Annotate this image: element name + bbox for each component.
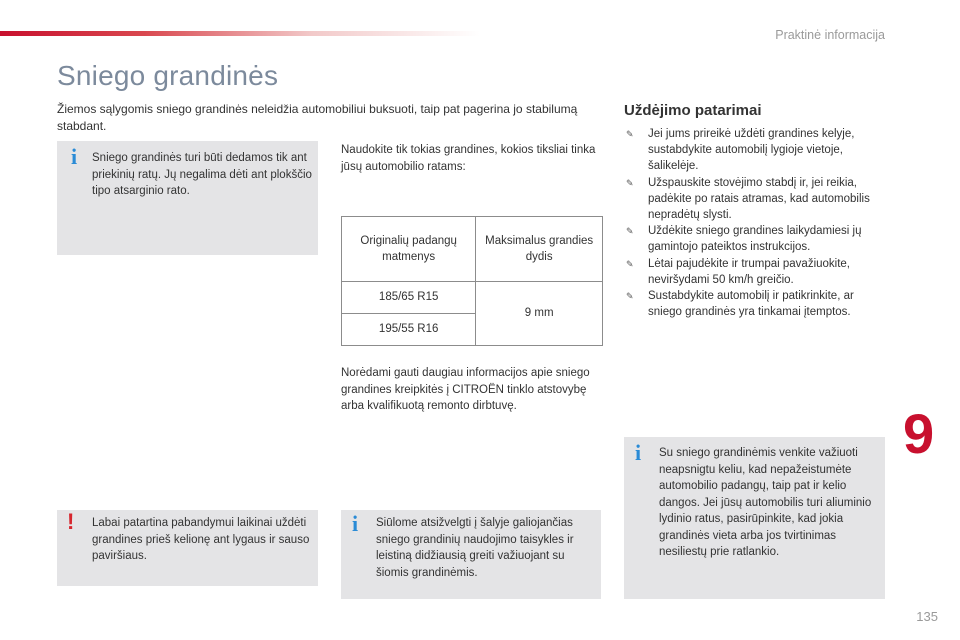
table-cell-tire: 195/55 R16: [342, 314, 476, 346]
table-cell-max-link: 9 mm: [476, 282, 603, 346]
info-icon: i: [352, 511, 359, 536]
tire-chain-table: [341, 216, 603, 346]
tip-text: Užspauskite stovėjimo stabdį ir, jei reikia, padėkite po ratais atramas, kad automobilis nepradėtų slysti.: [648, 176, 870, 222]
list-item: [624, 223, 886, 255]
page-number: 135: [916, 609, 938, 624]
more-info-paragraph: Norėdami gauti daugiau informacijos apie sniego grandines kreipkitės į CITROËN tinklo atstovybę arba kvalifikuotą remonto dirbtuvę.: [341, 367, 590, 412]
note-legislation: [341, 510, 601, 599]
intro-paragraph: Žiemos sąlygomis sniego grandinės neleidžia automobiliui buksuoti, taip pat pagerina jo stabilumą stabdant.: [57, 102, 578, 133]
pencil-bullet-icon: ✎: [626, 129, 634, 139]
note-mounting: [57, 141, 318, 255]
section-title: Praktinė informacija: [775, 28, 885, 42]
warning-icon: !: [67, 509, 75, 534]
pencil-bullet-icon: ✎: [626, 177, 634, 188]
chapter-number: 9: [903, 402, 935, 465]
tips-heading: Uždėjimo patarimai: [624, 102, 762, 119]
table-header-max-link: Maksimalus grandies dydis: [476, 217, 603, 282]
note-clear-road: [624, 437, 885, 599]
tip-text: Jei jums prireikė uždėti grandines kelyje, sustabdykite automobilį lygioje vietoje, šalikelėje.: [648, 128, 855, 173]
info-icon: i: [635, 440, 642, 465]
table-header-row: [342, 217, 603, 282]
note-mounting-text: Sniego grandinės turi būti dedamos tik ant priekinių ratų. Jų negalima dėti ant plokščio tipo atsarginio rato.: [92, 152, 312, 197]
page-title: Sniego grandinės: [57, 60, 279, 91]
list-item: [624, 256, 886, 288]
pencil-bullet-icon: ✎: [626, 226, 634, 237]
pencil-bullet-icon: ✎: [626, 291, 634, 302]
note-practice-text: Labai patartina pabandymui laikinai uždėti grandines prieš kelionę ant lygaus ir sauso paviršiaus.: [92, 517, 310, 562]
header-accent-bar: [0, 31, 480, 36]
list-item: [624, 288, 886, 320]
tips-list: [624, 126, 886, 320]
table-row: [342, 282, 603, 314]
tip-text: Sustabdykite automobilį ir patikrinkite, ar sniego grandinės yra tinkamai įtemptos.: [648, 290, 854, 319]
note-clear-road-text: Su sniego grandinėmis venkite važiuoti neapsnigtu keliu, kad nepažeistumėte automobilio padangų, taip pat ir kelio dangos. Jei jūsų automobilis turi aliuminio lydinio ratus, pasirūpinkite, kad jokia grandinės vieta arba jos tvirtinimas nesiliestų prie ratlankio.: [659, 447, 872, 558]
note-legislation-text: Siūlome atsižvelgti į šalyje galiojančias sniego grandinių naudojimo taisykles ir leistiną didžiausią greiti važiuojant su šiomis grandinėmis.: [376, 517, 574, 579]
tip-text: Lėtai pajudėkite ir trumpai pavažiuokite, neviršydami 50 km/h greičio.: [648, 257, 851, 286]
list-item: [624, 126, 886, 175]
list-item: [624, 175, 886, 224]
table-header-tire-size: Originalių padangų matmenys: [342, 217, 476, 282]
pencil-bullet-icon: ✎: [626, 258, 634, 269]
info-icon: i: [71, 144, 78, 169]
note-practice: [57, 510, 318, 586]
tip-text: Uždėkite sniego grandines laikydamiesi jų gamintojo pateiktos instrukcijos.: [648, 225, 862, 254]
chain-fit-paragraph: Naudokite tik tokias grandines, kokios tiksliai tinka jūsų automobilio ratams:: [341, 144, 596, 173]
table-cell-tire: 185/65 R15: [342, 282, 476, 314]
